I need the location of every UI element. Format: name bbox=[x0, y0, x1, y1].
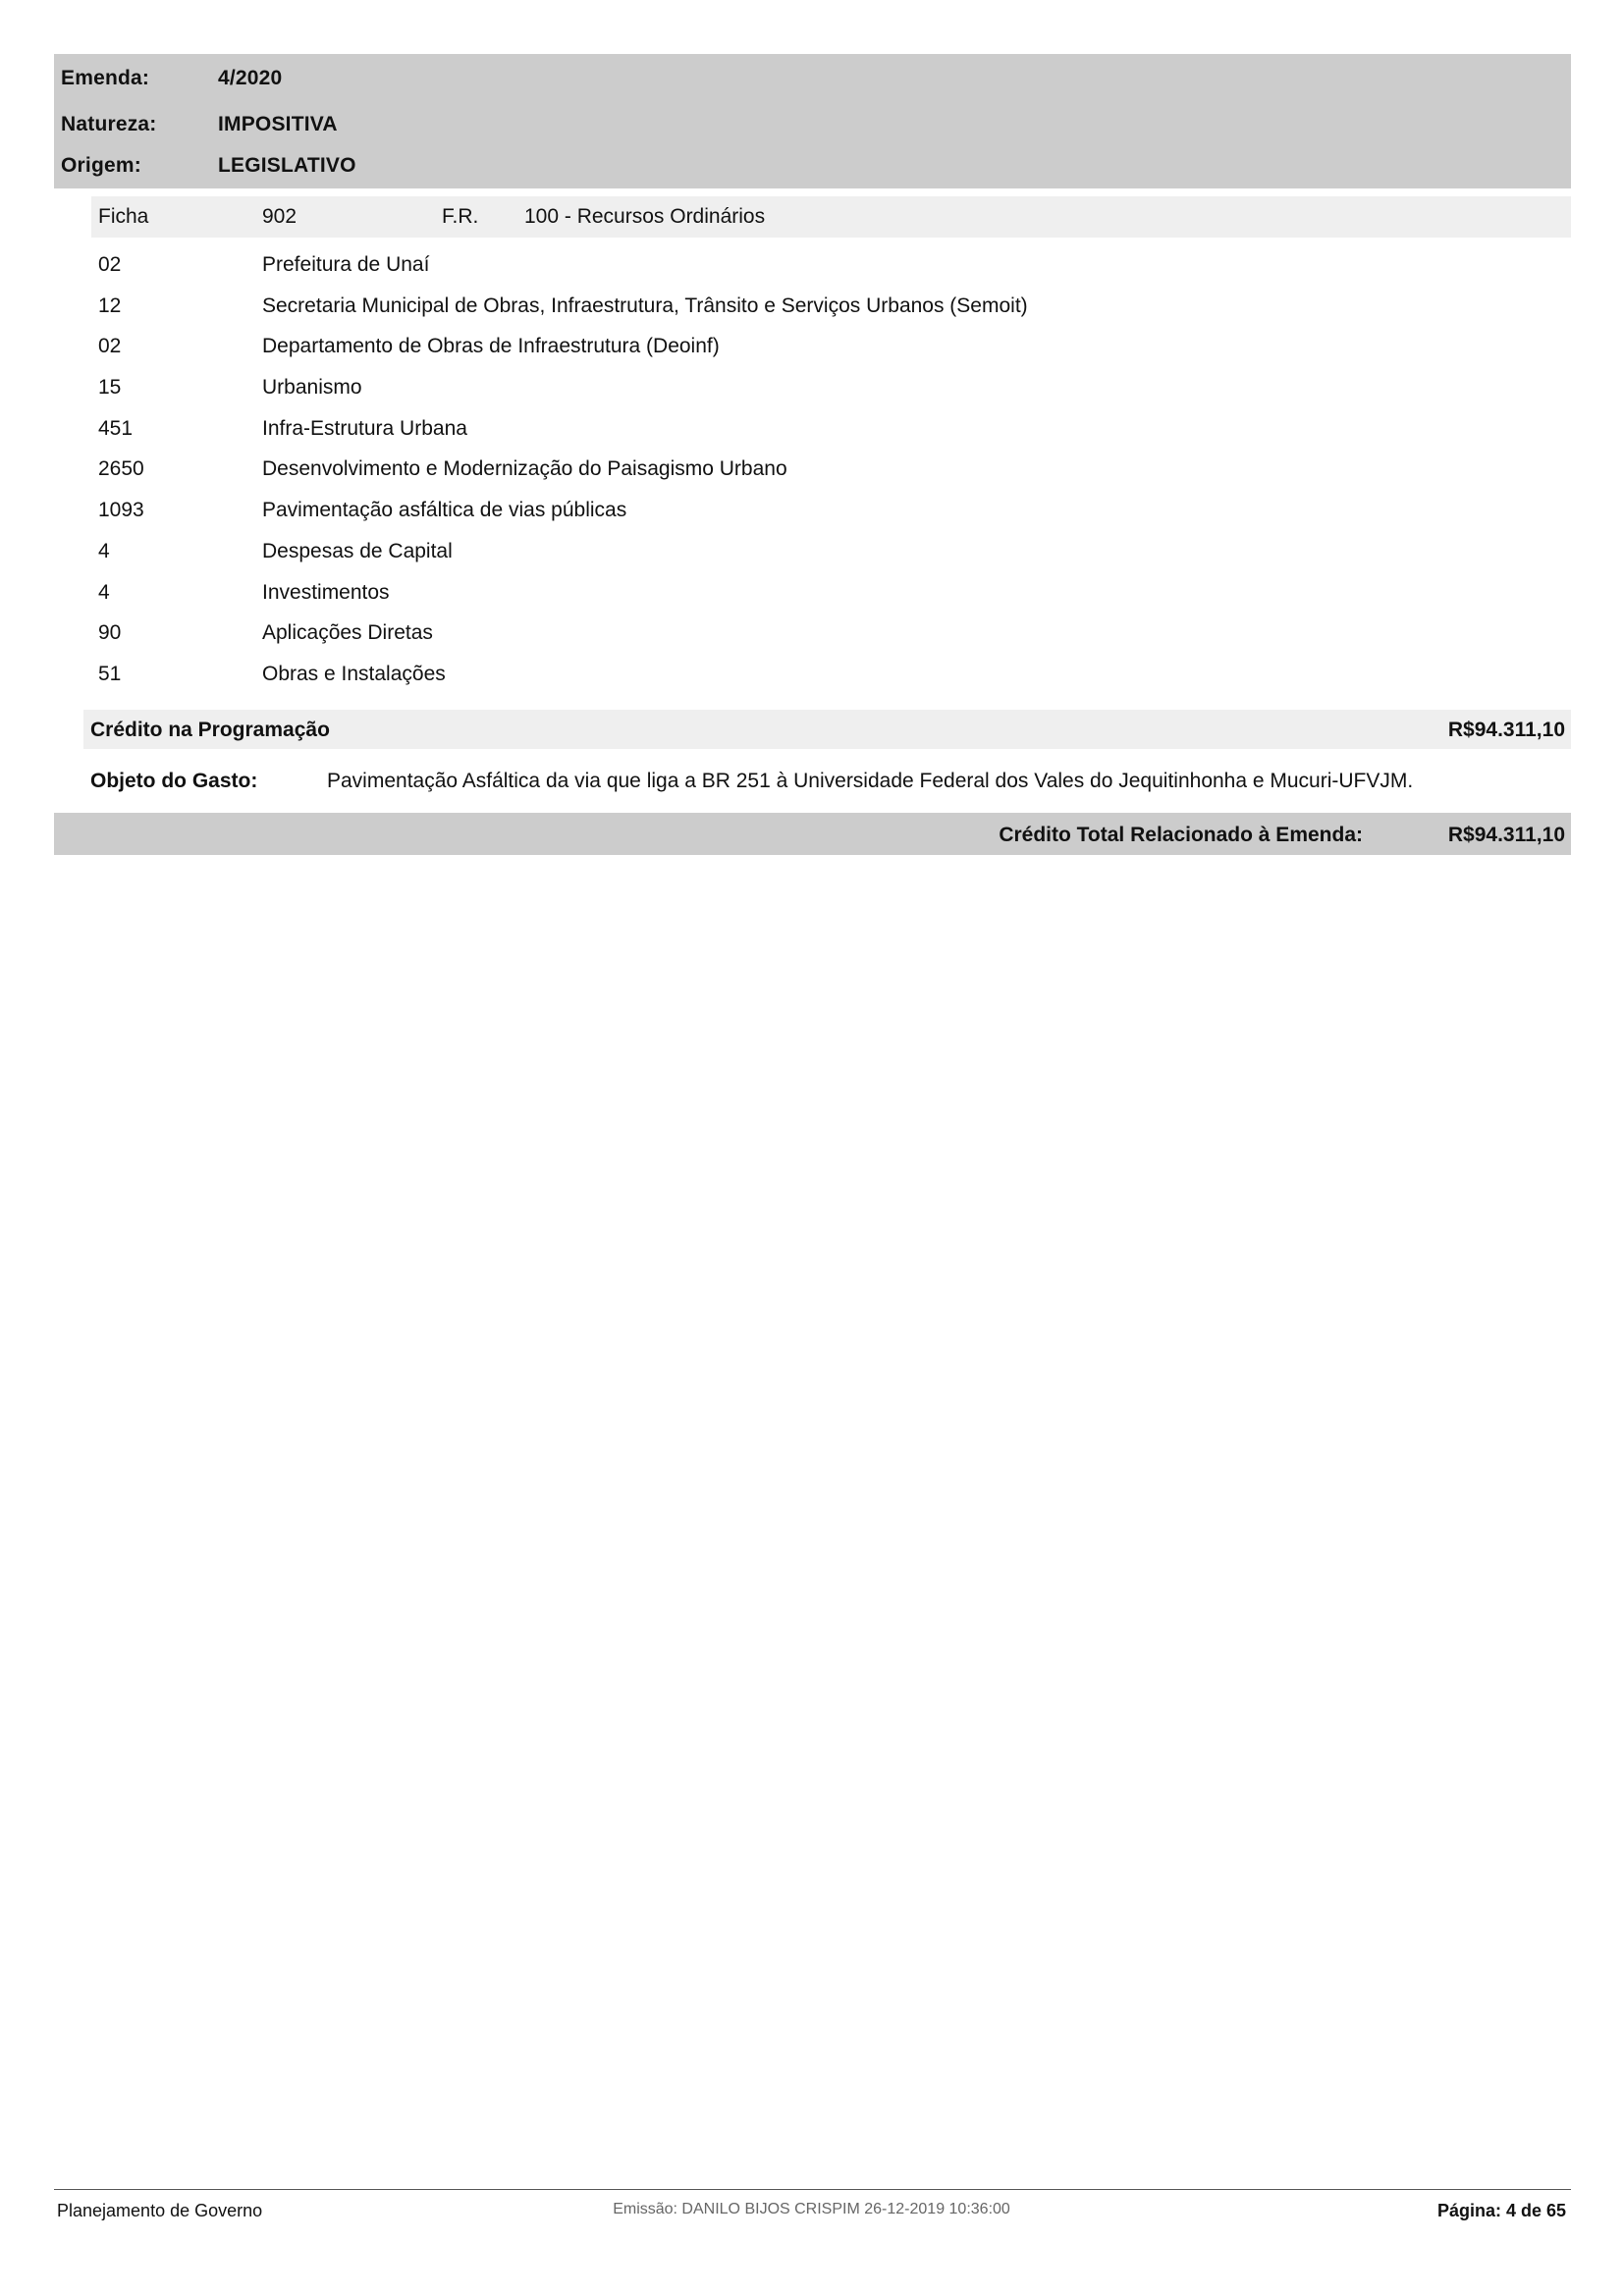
item-description: Secretaria Municipal de Obras, Infraestrutura, Trânsito e Serviços Urbanos (Semoit) bbox=[262, 294, 1028, 317]
classification-list bbox=[98, 253, 1571, 704]
emenda-value: 4/2020 bbox=[218, 67, 283, 89]
credit-row bbox=[83, 710, 1571, 749]
item-code: 12 bbox=[98, 294, 122, 317]
item-code: 02 bbox=[98, 253, 122, 276]
item-description: Prefeitura de Unaí bbox=[262, 253, 430, 276]
footer-org: Planejamento de Governo bbox=[57, 2201, 263, 2220]
origem-label: Origem: bbox=[61, 154, 141, 177]
item-code: 4 bbox=[98, 539, 110, 562]
item-code: 02 bbox=[98, 335, 122, 358]
item-code: 451 bbox=[98, 416, 134, 440]
origem-value: LEGISLATIVO bbox=[218, 154, 356, 177]
list-item bbox=[98, 417, 1571, 458]
item-description: Obras e Instalações bbox=[262, 662, 446, 685]
emenda-header bbox=[54, 54, 1571, 188]
natureza-label: Natureza: bbox=[61, 113, 157, 135]
item-code: 90 bbox=[98, 621, 122, 645]
page-number: Página: 4 de 65 bbox=[1436, 2201, 1566, 2220]
item-code: 2650 bbox=[98, 457, 144, 481]
item-code: 1093 bbox=[98, 499, 144, 522]
item-description: Despesas de Capital bbox=[262, 539, 453, 562]
objeto-value: Pavimentação Asfáltica da via que liga a BR 251 à Universidade Federal dos Vales do Jequitinhonha e Mucuri-UFVJM. bbox=[327, 770, 1414, 792]
item-description: Desenvolvimento e Modernização do Paisagismo Urbano bbox=[262, 457, 787, 481]
list-item bbox=[98, 540, 1571, 581]
total-value: R$94.311,10 bbox=[1447, 824, 1565, 846]
item-description: Departamento de Obras de Infraestrutura (Deoinf) bbox=[262, 335, 720, 358]
item-description: Urbanismo bbox=[262, 376, 362, 400]
ficha-label: Ficha bbox=[98, 205, 149, 228]
footer-divider bbox=[54, 2189, 1571, 2190]
list-item bbox=[98, 253, 1571, 294]
credit-label: Crédito na Programação bbox=[90, 719, 330, 741]
item-code: 51 bbox=[98, 662, 122, 685]
item-code: 4 bbox=[98, 580, 110, 604]
item-description: Pavimentação asfáltica de vias públicas bbox=[262, 499, 627, 522]
total-row bbox=[54, 813, 1571, 855]
list-item bbox=[98, 376, 1571, 417]
footer-emission: Emissão: DANILO BIJOS CRISPIM 26-12-2019 10:36:00 bbox=[613, 2201, 1010, 2217]
credit-value: R$94.311,10 bbox=[1447, 719, 1565, 741]
list-item bbox=[98, 335, 1571, 376]
list-item bbox=[98, 499, 1571, 540]
item-code: 15 bbox=[98, 376, 122, 400]
ficha-number: 902 bbox=[262, 205, 298, 228]
objeto-label: Objeto do Gasto: bbox=[90, 770, 258, 792]
list-item bbox=[98, 621, 1571, 663]
ficha-row bbox=[91, 196, 1571, 238]
emenda-label: Emenda: bbox=[61, 67, 150, 89]
item-description: Investimentos bbox=[262, 580, 390, 604]
natureza-value: IMPOSITIVA bbox=[218, 113, 338, 135]
list-item bbox=[98, 581, 1571, 622]
item-description: Aplicações Diretas bbox=[262, 621, 433, 645]
total-label: Crédito Total Relacionado à Emenda: bbox=[999, 824, 1363, 846]
list-item bbox=[98, 457, 1571, 499]
list-item bbox=[98, 294, 1571, 336]
list-item bbox=[98, 663, 1571, 704]
fr-value: 100 - Recursos Ordinários bbox=[524, 205, 766, 228]
fr-label: F.R. bbox=[442, 205, 479, 228]
item-description: Infra-Estrutura Urbana bbox=[262, 416, 467, 440]
